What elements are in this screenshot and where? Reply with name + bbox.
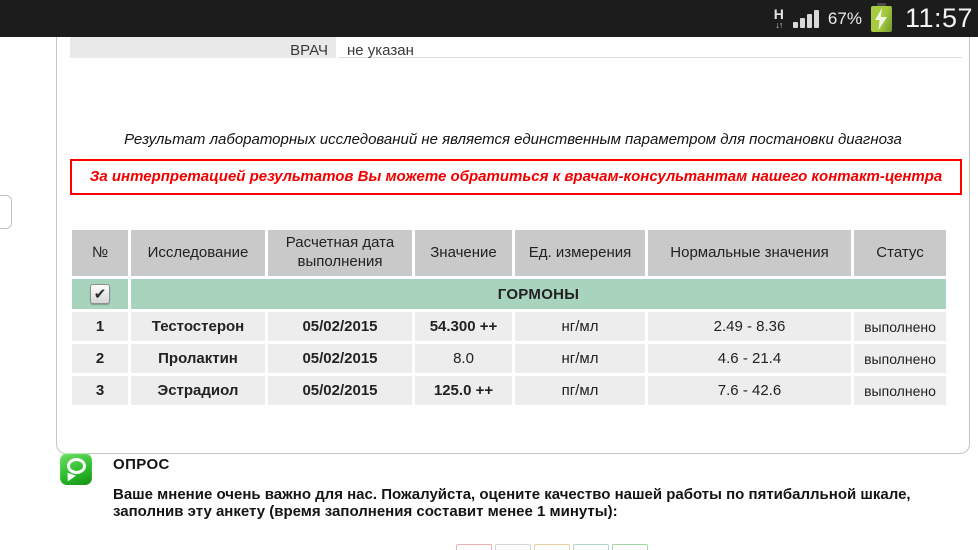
- survey-text: [113, 486, 911, 520]
- rating-button-1[interactable]: [456, 544, 492, 550]
- table-row: [72, 312, 946, 341]
- row-num: 1: [72, 312, 128, 341]
- table-row: [72, 376, 946, 405]
- survey-chat-icon: [60, 453, 92, 485]
- clock: 11:57: [904, 3, 973, 33]
- test-name: Эстрадиол: [131, 376, 265, 405]
- test-name: Пролактин: [131, 344, 265, 373]
- group-checkbox-checked[interactable]: [90, 284, 110, 304]
- battery-charging-icon: [871, 6, 892, 32]
- interpretation-notice: За интерпретацией результатов Вы можете обратиться к врачам-консультантам нашего контакт-центра: [70, 159, 962, 195]
- col-header-num: №: [72, 230, 128, 276]
- check-icon: ✔: [93, 286, 107, 303]
- data-transfer-arrows-icon: ↓↑: [775, 19, 783, 30]
- col-header-units: Ед. измерения: [515, 230, 645, 276]
- test-status: выполнено: [854, 312, 946, 341]
- battery-percent: 67%: [827, 8, 862, 28]
- rating-scale: [456, 544, 648, 550]
- test-units: нг/мл: [515, 344, 645, 373]
- disclaimer-text: Результат лабораторных исследований не является единственным параметром для постановки диагноза: [124, 131, 902, 148]
- test-date: 05/02/2015: [268, 344, 412, 373]
- survey-text-line1: Ваше мнение очень важно для нас. Пожалуйста, оцените качество нашей работы по пятибалльной шкале,: [113, 486, 911, 503]
- test-normal-range: 2.49 - 8.36: [648, 312, 851, 341]
- speech-bubble-tail: [65, 473, 76, 483]
- test-status: выполнено: [854, 376, 946, 405]
- rating-button-3[interactable]: [534, 544, 570, 550]
- test-value: 8.0: [415, 344, 512, 373]
- rating-button-2[interactable]: [495, 544, 531, 550]
- table-row: [72, 344, 946, 373]
- rating-button-4[interactable]: [573, 544, 609, 550]
- col-header-date: Расчетная дата выполнения: [268, 230, 412, 276]
- table-header-row: [72, 230, 946, 276]
- android-status-bar: [0, 0, 978, 37]
- test-name: Тестостерон: [131, 312, 265, 341]
- row-num: 2: [72, 344, 128, 373]
- col-header-value: Значение: [415, 230, 512, 276]
- test-status: выполнено: [854, 344, 946, 373]
- survey-text-line2: заполнив эту анкету (время заполнения составит менее 1 минуты):: [113, 503, 618, 520]
- doctor-label: ВРАЧ: [70, 37, 336, 58]
- test-units: нг/мл: [515, 312, 645, 341]
- speech-bubble-icon: [67, 458, 86, 474]
- doctor-value: не указан: [338, 37, 962, 58]
- test-normal-range: 7.6 - 42.6: [648, 376, 851, 405]
- status-icons: [774, 3, 973, 34]
- group-row-hormones: [72, 279, 946, 309]
- rating-button-5[interactable]: [612, 544, 648, 550]
- doctor-row: [70, 37, 962, 58]
- test-date: 05/02/2015: [268, 376, 412, 405]
- col-header-status: Статус: [854, 230, 946, 276]
- network-type-label: H: [773, 5, 784, 22]
- test-normal-range: 4.6 - 21.4: [648, 344, 851, 373]
- test-value: 54.300 ++: [415, 312, 512, 341]
- row-num: 3: [72, 376, 128, 405]
- test-value: 125.0 ++: [415, 376, 512, 405]
- test-units: пг/мл: [515, 376, 645, 405]
- group-checkbox-cell: [72, 279, 128, 309]
- col-header-test: Исследование: [131, 230, 265, 276]
- survey-title: ОПРОС: [113, 456, 170, 473]
- col-header-normal: Нормальные значения: [648, 230, 851, 276]
- edge-panel-handle[interactable]: [0, 195, 12, 229]
- results-panel: [56, 37, 970, 454]
- signal-strength-icon: [793, 10, 819, 28]
- group-label: ГОРМОНЫ: [131, 279, 946, 309]
- results-table: [69, 227, 949, 408]
- network-hspa-icon: [773, 5, 784, 30]
- test-date: 05/02/2015: [268, 312, 412, 341]
- lightning-bolt-icon: [874, 8, 888, 30]
